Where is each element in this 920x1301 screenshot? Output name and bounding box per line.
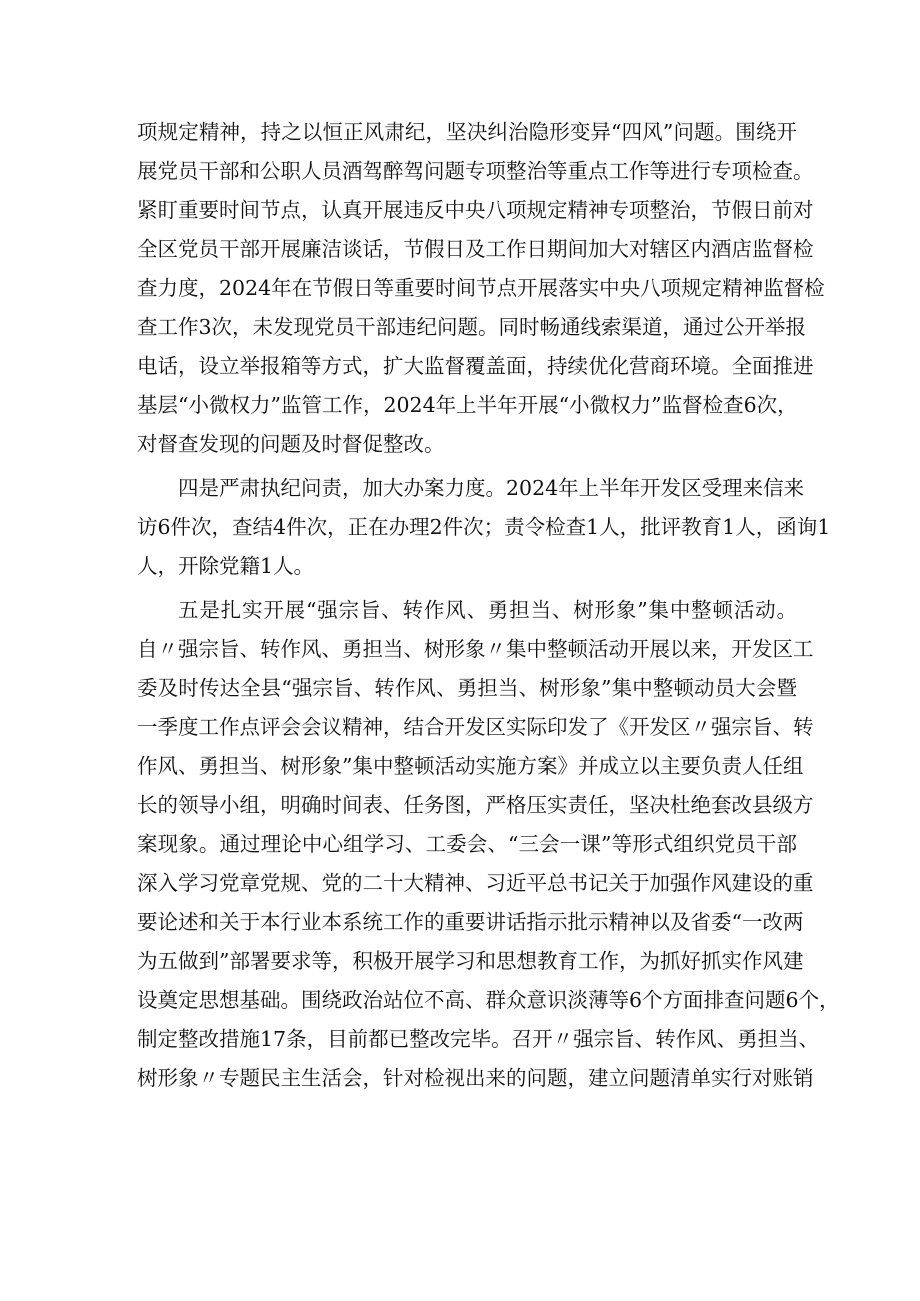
paragraph-rectification-campaign [137, 591, 840, 1098]
text-line: 四是严肃执纪问责，加大办案力度。2024年上半年开发区受理来信来 [178, 476, 805, 500]
paragraph-discipline-inspection [137, 113, 825, 464]
text-line: 要论述和关于本行业本系统工作的重要讲话指示批示精神以及省委“一改两 [137, 910, 804, 934]
text-line: 紧盯重要时间节点，认真开展违反中央八项规定精神专项整治，节假日前对 [137, 198, 814, 222]
text-line: 项规定精神，持之以恒正风肃纪，坚决纠治隐形变异“四风”问题。围绕开 [137, 120, 797, 144]
text-line: 长的领导小组，明确时间表、任务图，严格压实责任，坚决杜绝套改县级方 [137, 793, 814, 817]
text-line: 树形象〃专题民主生活会，针对检视出来的问题，建立问题清单实行对账销 [137, 1066, 814, 1090]
text-line: 案现象。通过理论中心组学习、工委会、“三会一课”等形式组织党员干部 [137, 832, 797, 856]
text-line: 基层“小微权力”监管工作，2024年上半年开展“小微权力”监督检查6次， [137, 393, 798, 417]
text-line: 展党员干部和公职人员酒驾醉驾问题专项整治等重点工作等进行专项检查。 [137, 159, 814, 183]
text-line: 委及时传达全县“强宗旨、转作风、勇担当、树形象”集中整顿动员大会暨 [137, 676, 797, 700]
text-line: 自〃强宗旨、转作风、勇担当、树形象〃集中整顿活动开展以来，开发区工 [137, 637, 814, 661]
text-line: 查力度，2024年在节假日等重要时间节点开展落实中央八项规定精神监督检 [137, 276, 825, 300]
text-line: 人，开除党籍1人。 [137, 554, 315, 578]
paragraph-accountability [137, 469, 831, 586]
text-line: 电话，设立举报箱等方式，扩大监督覆盖面，持续优化营商环境。全面推进 [137, 354, 814, 378]
document-page [137, 113, 840, 1098]
text-line: 五是扎实开展“强宗旨、转作风、勇担当、树形象”集中整顿活动。 [178, 598, 797, 622]
text-line: 为五做到”部署要求等，积极开展学习和思想教育工作，为抓好抓实作风建 [137, 949, 804, 973]
text-line: 查工作3次，未发现党员干部违纪问题。同时畅通线索渠道，通过公开举报 [137, 315, 807, 339]
text-line: 设奠定思想基础。围绕政治站位不高、群众意识淡薄等6个方面排查问题6个， [137, 988, 840, 1012]
text-line: 对督查发现的问题及时督促整改。 [137, 432, 445, 456]
text-line: 全区党员干部开展廉洁谈话，节假日及工作日期间加大对辖区内酒店监督检 [137, 237, 814, 261]
text-line: 作风、勇担当、树形象”集中整顿活动实施方案》并成立以主要负责人任组 [137, 754, 804, 778]
text-line: 访6件次，查结4件次，正在办理2件次；责令检查1人，批评教育1人，函询1 [137, 515, 831, 539]
text-line: 一季度工作点评会会议精神，结合开发区实际印发了《开发区〃强宗旨、转 [137, 715, 814, 739]
text-line: 深入学习党章党规、党的二十大精神、习近平总书记关于加强作风建设的重 [137, 871, 814, 895]
text-line: 制定整改措施17条，目前都已整改完毕。召开〃强宗旨、转作风、勇担当、 [137, 1027, 820, 1051]
